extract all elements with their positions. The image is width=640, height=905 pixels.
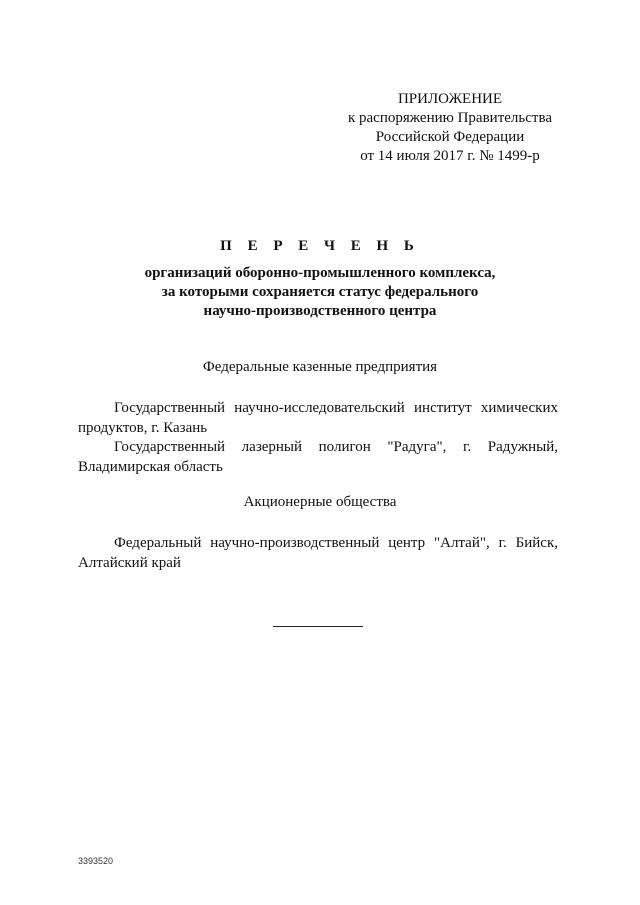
closing-divider: [273, 626, 363, 627]
appendix-authority-line: Российской Федерации: [375, 129, 525, 145]
subtitle-line: научно-производственного центра: [203, 303, 437, 319]
appendix-date-line: от 14 июля 2017 г. № 1499-р: [360, 148, 540, 164]
document-title: П Е Р Е Ч Е Н Ь: [220, 238, 420, 254]
section-heading-federal-enterprises: Федеральные казенные предприятия: [202, 359, 438, 375]
list-item: Государственный научно-исследовательский институт химических продуктов, г. Казань: [78, 400, 558, 436]
appendix-label: ПРИЛОЖЕНИЕ: [397, 91, 503, 107]
document-number: 3393520: [78, 856, 114, 866]
document-subtitle: [0, 264, 640, 321]
appendix-decree-line: к распоряжению Правительства: [347, 110, 552, 126]
list-item: Федеральный научно-производственный центр "Алтай", г. Бийск, Алтайский край: [78, 535, 558, 571]
subtitle-line: организаций оборонно-промышленного комплекса,: [144, 265, 496, 281]
subtitle-line: за которыми сохраняется статус федерального: [161, 284, 479, 300]
list-item: Государственный лазерный полигон "Радуга", г. Радужный, Владимирская область: [78, 439, 558, 475]
appendix-block: [330, 90, 570, 166]
section-heading-joint-stock-companies: Акционерные общества: [243, 494, 397, 510]
